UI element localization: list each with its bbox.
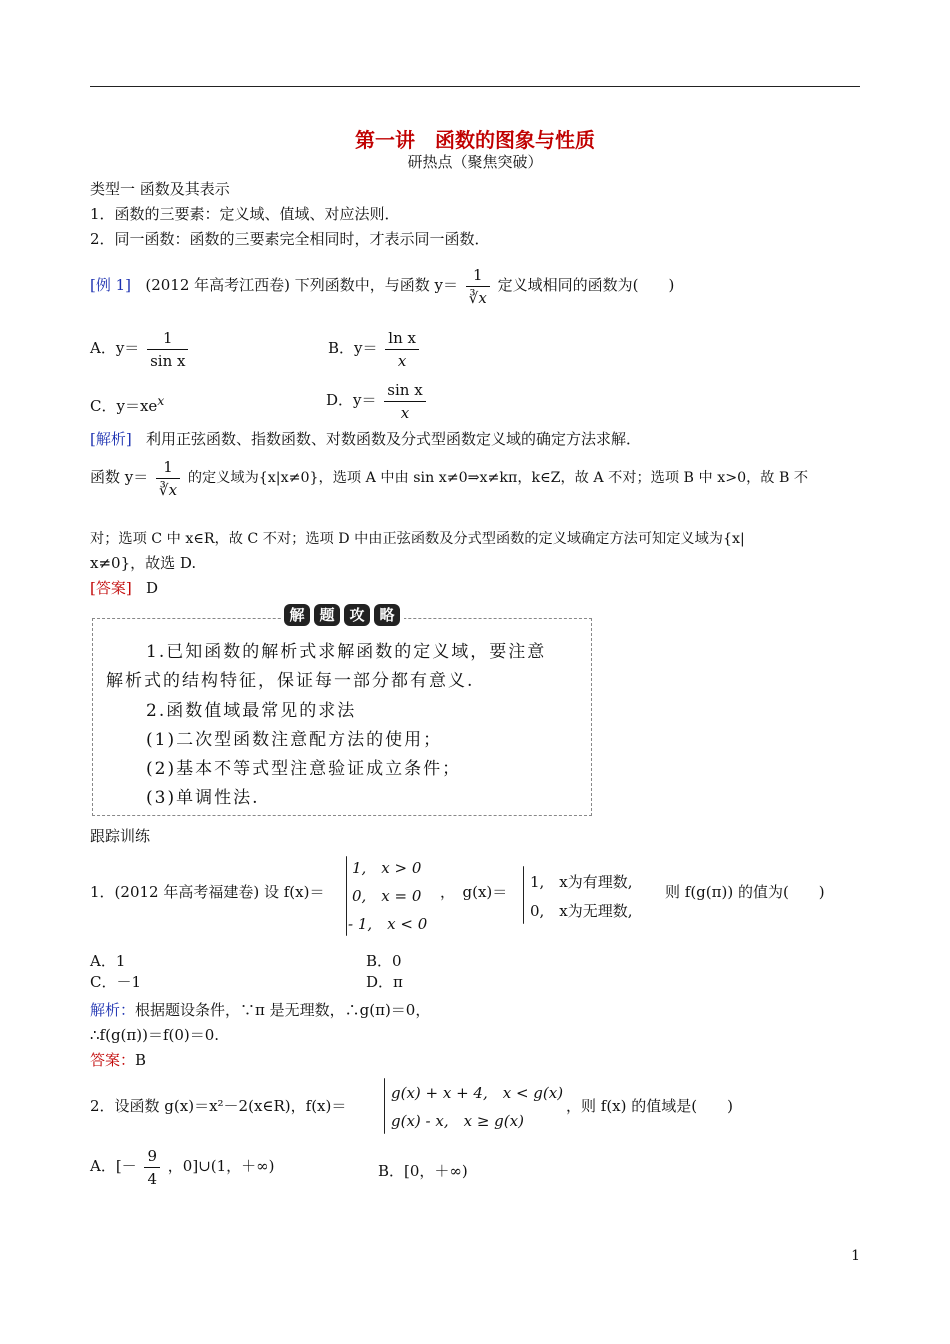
- q1-option-d: D．π: [366, 973, 403, 991]
- solution-denominator: ∛x: [159, 480, 178, 499]
- answer-tag: [答案]: [90, 579, 132, 597]
- q2-tail: ，则 f(x) 的值域是( ): [566, 1097, 733, 1115]
- q1-analysis-tag: 解析：: [90, 1001, 136, 1019]
- question-tail: 定义域相同的函数为( ): [497, 276, 675, 294]
- section-heading: 类型一 函数及其表示: [90, 180, 230, 198]
- solution-numerator: 1: [156, 456, 180, 479]
- q2-option-a-prefix: A．[－: [90, 1157, 137, 1175]
- fraction-denominator: ∛x: [468, 288, 487, 307]
- q1-f-case: - 1, x < 0: [348, 915, 428, 933]
- q2-option-a-fraction: [144, 1145, 160, 1190]
- q1-prefix: 1．(2012 年高考福建卷) 设 f(x)＝: [90, 883, 325, 901]
- option-c-text: C．y＝xe: [90, 397, 158, 415]
- q1-option-a: A．1: [90, 952, 126, 970]
- example-1-question: [90, 262, 674, 309]
- point-1: 1．函数的三要素：定义域、值域、对应法则．: [90, 205, 400, 223]
- q1-option-c: C．－1: [90, 973, 142, 991]
- option-a-numerator: 1: [147, 327, 188, 350]
- q1-analysis-2: ∴f(g(π))＝f(0)＝0.: [90, 1026, 220, 1044]
- strategy-line: 1.已知函数的解析式求解函数的定义域，要注意: [146, 642, 547, 662]
- option-b: [328, 325, 422, 372]
- option-d-denominator: x: [400, 403, 410, 422]
- option-a-label: A．y＝: [90, 339, 140, 357]
- q1-g-brace: [523, 866, 524, 924]
- q1-analysis: [90, 999, 430, 1020]
- solution-prefix: 函数 y＝: [90, 468, 149, 486]
- answer-value: D: [146, 579, 159, 597]
- strategy-line: (3)单调性法.: [146, 788, 260, 808]
- strategy-line: 解析式的结构特征，保证每一部分都有意义.: [106, 671, 475, 691]
- option-d: [326, 377, 429, 424]
- option-c: [90, 393, 164, 416]
- q2-prefix: 2．设函数 g(x)＝x²－2(x∈R)，f(x)＝: [90, 1097, 347, 1115]
- q1-g-case: 1, x为有理数,: [530, 873, 633, 891]
- q2-case: g(x) - x, x ≥ g(x): [391, 1112, 524, 1130]
- solution-line-3: x≠0}，故选 D.: [90, 554, 197, 572]
- page-subtitle: 研热点（聚焦突破）: [407, 153, 543, 171]
- solution-fraction: [156, 456, 180, 501]
- analysis-line: [90, 428, 641, 449]
- option-c-exponent: x: [157, 393, 165, 408]
- q1-answer-value: B: [135, 1051, 147, 1069]
- q1-tail: 则 f(g(π)) 的值为( ): [665, 883, 825, 901]
- badge-char: 略: [374, 604, 400, 626]
- option-a: [90, 325, 191, 372]
- example-tag: [例 1]: [90, 276, 132, 294]
- q2-option-a-numerator: 9: [144, 1145, 160, 1168]
- q1-answer-tag: 答案：: [90, 1051, 136, 1069]
- q2-option-a-suffix: ，0]∪(1，＋∞): [167, 1157, 275, 1175]
- q1-analysis-text: 根据题设条件，∵π 是无理数，∴g(π)＝0，: [135, 1001, 431, 1019]
- page-number: 1: [851, 1248, 860, 1264]
- strategy-badge: [282, 603, 404, 629]
- q2-option-a: [90, 1143, 275, 1190]
- analysis-text: 利用正弦函数、指数函数、对数函数及分式型函数定义域的确定方法求解．: [146, 430, 642, 448]
- training-heading: 跟踪训练: [90, 827, 151, 845]
- q1-answer: [90, 1049, 146, 1070]
- q2-brace: [384, 1078, 385, 1134]
- badge-char: 解: [284, 604, 310, 626]
- q1-mid: ， g(x)＝: [440, 883, 508, 901]
- option-b-denominator: x: [397, 351, 407, 370]
- q2-case: g(x) + x + 4, x < g(x): [391, 1084, 564, 1102]
- badge-char: 题: [314, 604, 340, 626]
- fraction-numerator: 1: [466, 264, 490, 287]
- strategy-line: (2)基本不等式型注意验证成立条件；: [146, 759, 462, 779]
- option-b-fraction: [385, 327, 419, 372]
- badge-char: 攻: [344, 604, 370, 626]
- q2-option-b: B．[0，＋∞): [378, 1162, 468, 1180]
- q1-option-b: B．0: [366, 952, 402, 970]
- page-title: 第一讲 函数的图象与性质: [355, 128, 595, 152]
- q1-f-brace: [346, 856, 347, 936]
- solution-line-2: 对；选项 C 中 x∈R，故 C 不对；选项 D 中由正弦函数及分式型函数的定义域确定方法可知定义域为{x|: [90, 531, 745, 547]
- q1-f-case: 1, x > 0: [352, 859, 422, 877]
- solution-line-1: [90, 454, 808, 501]
- option-b-label: B．y＝: [328, 339, 378, 357]
- option-b-numerator: ln x: [385, 327, 419, 350]
- option-a-denominator: sin x: [150, 351, 186, 370]
- option-d-numerator: sin x: [384, 379, 425, 402]
- strategy-line: (1)二次型函数注意配方法的使用；: [146, 730, 443, 750]
- q1-g-case: 0, x为无理数,: [530, 902, 633, 920]
- answer-line: [90, 577, 158, 598]
- point-2: 2．同一函数：函数的三要素完全相同时，才表示同一函数．: [90, 230, 490, 248]
- option-d-fraction: [384, 379, 425, 424]
- q2-option-a-denominator: 4: [147, 1169, 158, 1188]
- solution-text-1: 的定义域为{x|x≠0}，选项 A 中由 sin x≠0⇒x≠kπ，k∈Z，故 A 不对；选项 B 中 x>0，故 B 不: [187, 470, 809, 486]
- q1-f-case: 0, x = 0: [352, 887, 422, 905]
- option-d-label: D．y＝: [326, 391, 377, 409]
- question-fraction: [466, 264, 490, 309]
- option-a-fraction: [147, 327, 188, 372]
- question-text: (2012 年高考江西卷) 下列函数中，与函数 y＝: [145, 276, 459, 294]
- analysis-tag: [解析]: [90, 430, 132, 448]
- header-rule: [90, 86, 860, 87]
- strategy-line: 2.函数值域最常见的求法: [146, 701, 357, 721]
